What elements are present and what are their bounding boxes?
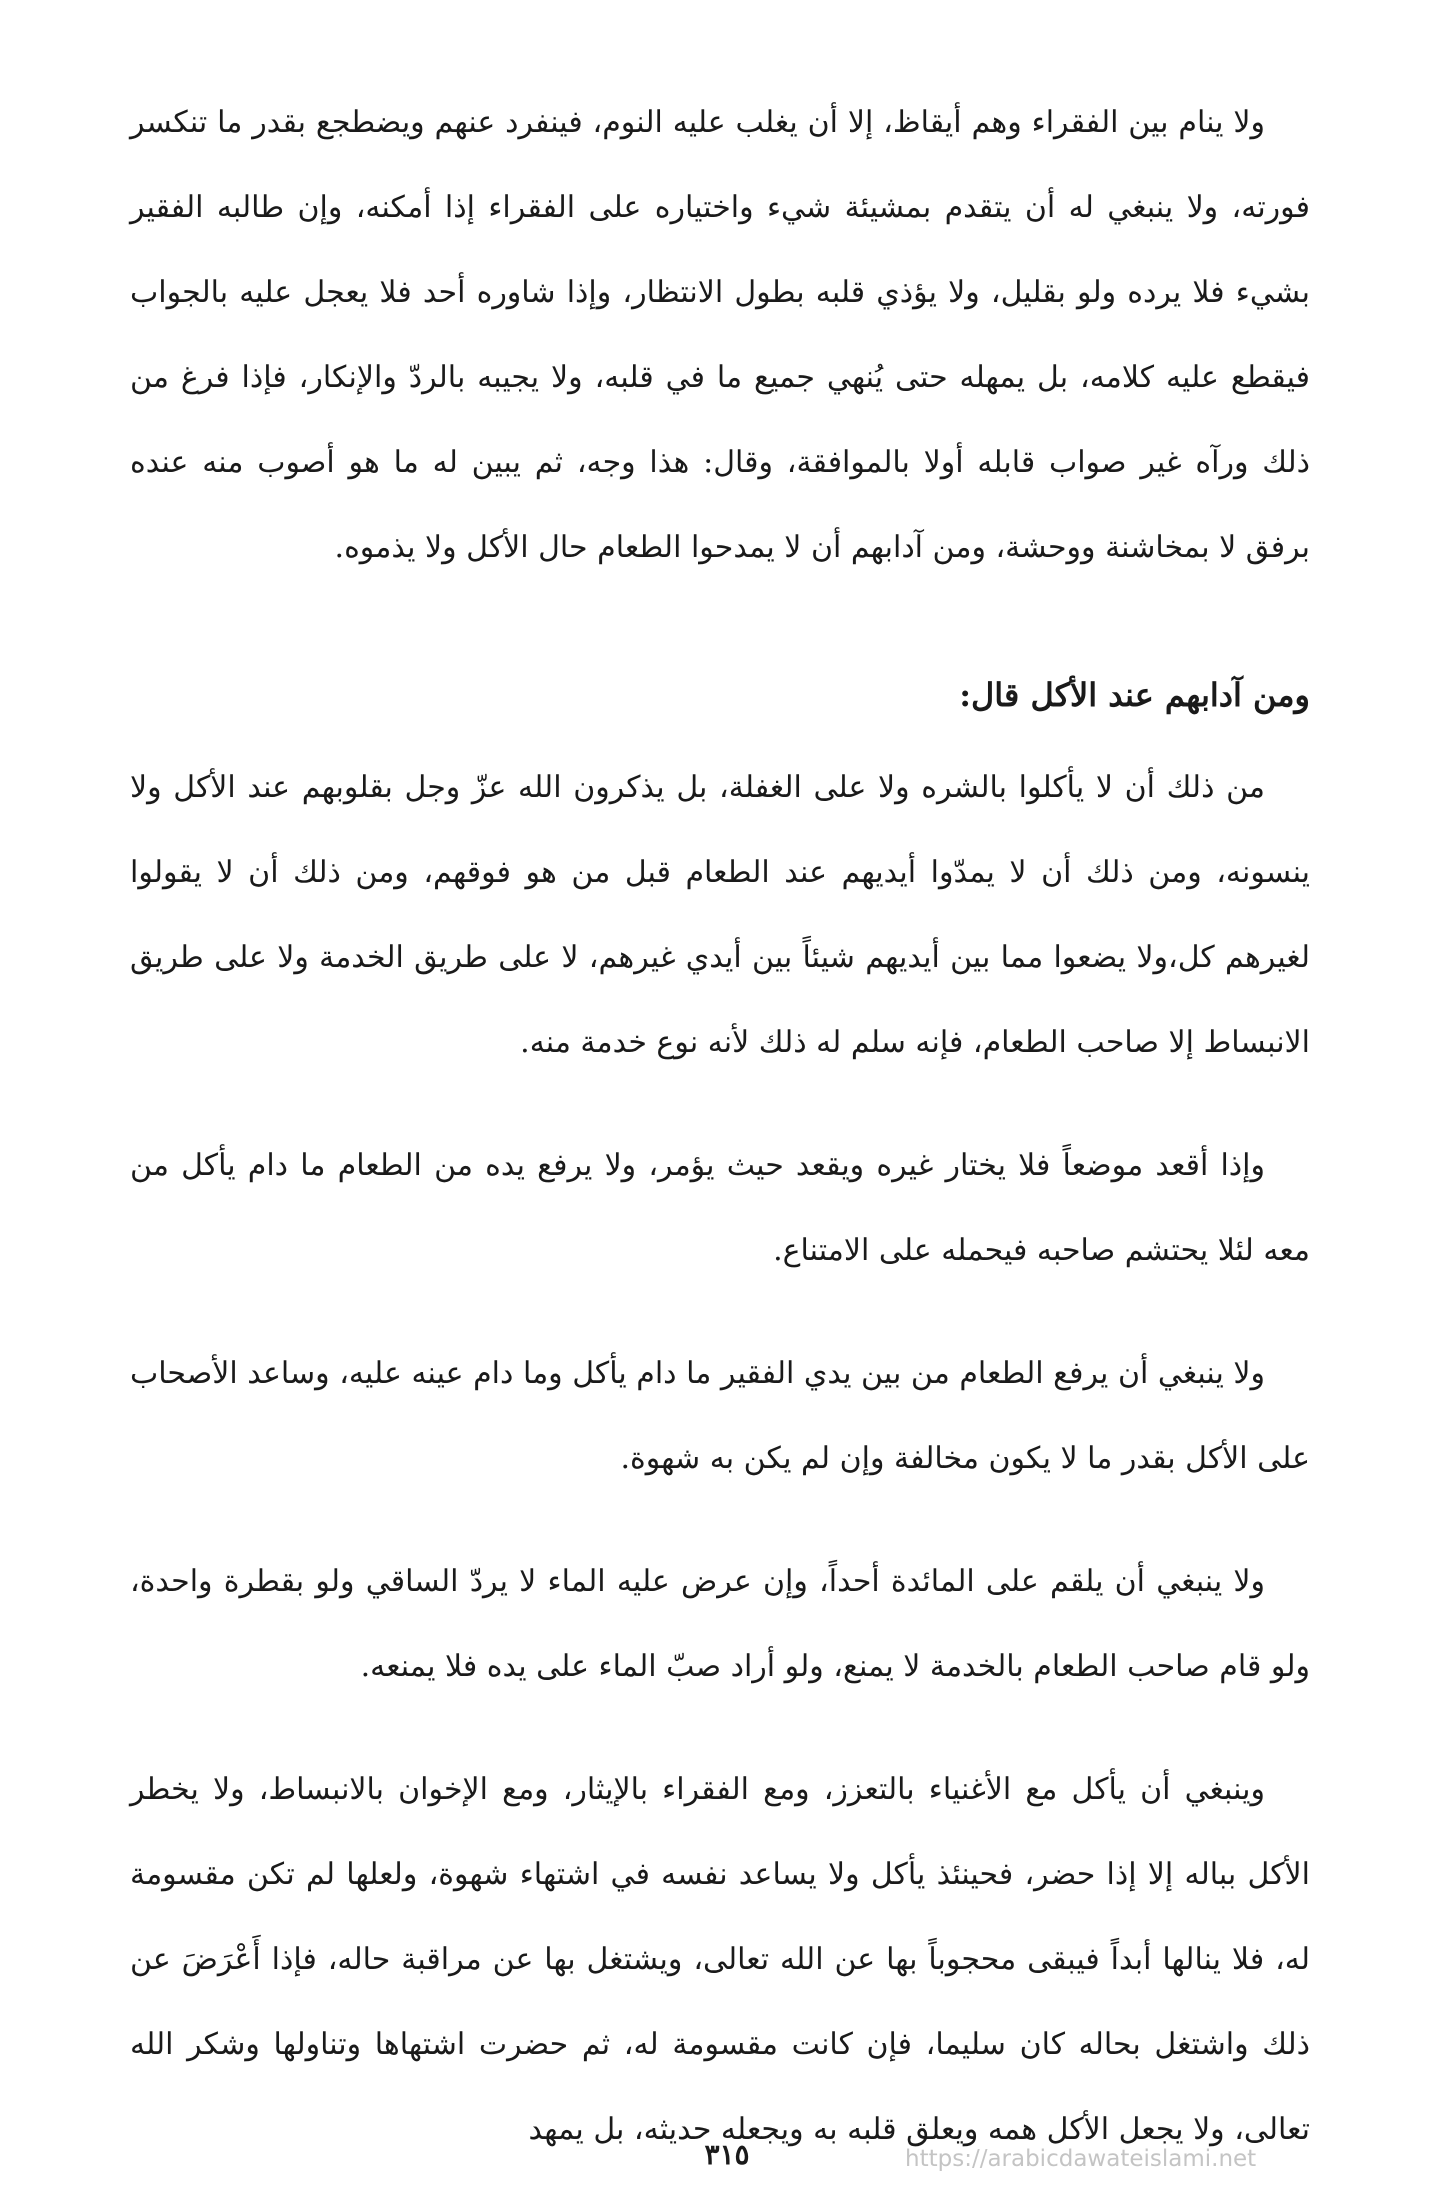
paragraph-seating: وإذا أقعد موضعاً فلا يختار غيره ويقعد حيث يؤمر، ولا يرفع يده من الطعام ما دام يأكل من معه لئلا يحتشم صاحبه فيحمله على الامتناع.: [130, 1148, 1310, 1268]
page-number: ٣١٥: [704, 2138, 750, 2171]
paragraph-eating-remembrance: من ذلك أن لا يأكلوا بالشره ولا على الغفلة، بل يذكرون الله عزّ وجل بقلوبهم عند الأكل ولا ينسونه، ومن ذلك أن لا يمدّوا أيديهم عند الطعام قبل من هو فوقهم، ومن ذلك أن لا يقولوا لغيرهم كل،ولا يضعوا مما بين أيديهم شيئاً بين أيدي غيرهم، لا على طريق الخدمة ولا على طريق الانبساط إلا صاحب الطعام، فإنه سلم له ذلك لأنه نوع خدمة منه.: [130, 770, 1310, 1060]
section-heading-eating-etiquette: ومن آدابهم عند الأكل قال:: [959, 676, 1310, 714]
watermark-url: https://arabicdawateislami.net: [905, 2146, 1257, 2172]
paragraph-water: ولا ينبغي أن يلقم على المائدة أحداً، وإن عرض عليه الماء لا يردّ الساقي ولو بقطرة واحدة، ولو قام صاحب الطعام بالخدمة لا يمنع، ولو أراد صبّ الماء على يده فلا يمنعه.: [130, 1564, 1310, 1684]
paragraph-company: وينبغي أن يأكل مع الأغنياء بالتعزز، ومع الفقراء بالإيثار، ومع الإخوان بالانبساط، ولا يخطر الأكل بباله إلا إذا حضر، فحينئذ يأكل ولا يساعد نفسه في اشتهاء شهوة، ولعلها لم تكن مقسومة له، فلا ينالها أبداً فيبقى محجوباً بها عن الله تعالى، ويشتغل بها عن مراقبة حاله، فإذا أَعْرَضَ عن ذلك واشتغل بحاله كان سليما، فإن كانت مقسومة له، ثم حضرت اشتهاها وتناولها وشكر الله تعالى، ولا يجعل الأكل همه ويعلق قلبه به ويجعله حديثه، بل يمهد: [130, 1772, 1310, 2147]
page-body: [130, 80, 1310, 2210]
paragraph-sleeping-etiquette: ولا ينام بين الفقراء وهم أيقاظ، إلا أن يغلب عليه النوم، فينفرد عنهم ويضطجع بقدر ما تنكسر فورته، ولا ينبغي له أن يتقدم بمشيئة شيء واختياره على الفقراء إذا أمكنه، وإن طالبه الفقير بشيء فلا يرده ولو بقليل، ولا يؤذي قلبه بطول الانتظار، وإذا شاوره أحد فلا يعجل عليه بالجواب فيقطع عليه كلامه، بل يمهله حتى يُنهي جميع ما في قلبه، ولا يجيبه بالردّ والإنكار، فإذا فرغ من ذلك ورآه غير صواب قابله أولا بالموافقة، وقال: هذا وجه، ثم يبين له ما هو أصوب منه عنده برفق لا بمخاشنة ووحشة، ومن آدابهم أن لا يمدحوا الطعام حال الأكل ولا يذموه.: [130, 105, 1310, 565]
paragraph-removing-food: ولا ينبغي أن يرفع الطعام من بين يدي الفقير ما دام يأكل وما دام عينه عليه، وساعد الأصحاب على الأكل بقدر ما لا يكون مخالفة وإن لم يكن به شهوة.: [130, 1356, 1310, 1476]
